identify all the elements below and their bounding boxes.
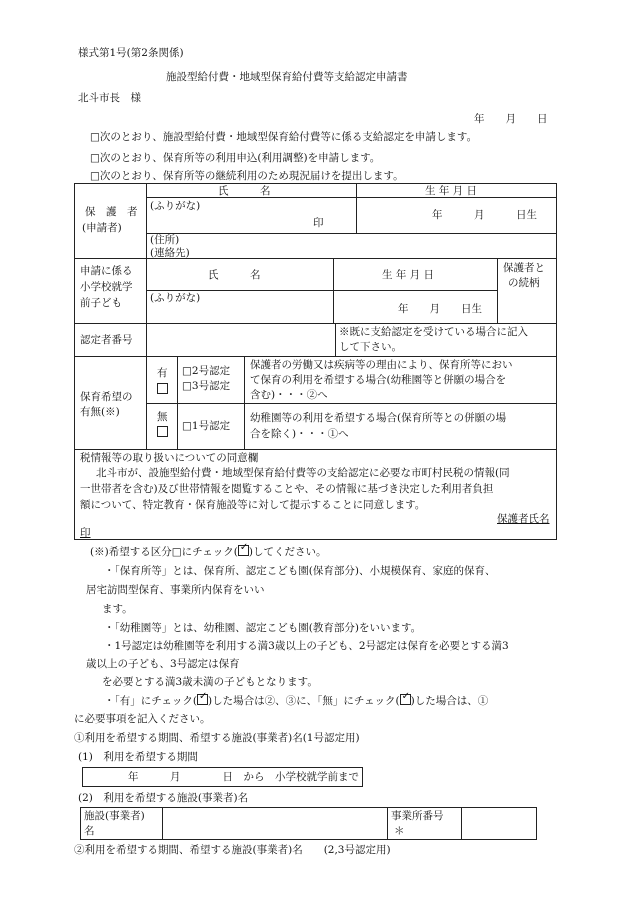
guardian-furigana[interactable]: (ふりがな) — [150, 200, 201, 212]
child-dob-header: 生 年 月 日 — [382, 269, 435, 281]
cert2-option[interactable]: □2号認定 — [182, 365, 231, 377]
preference-no-desc-1: 幼稚園等の利用を希望する場合(保育所等との併願の場 — [250, 412, 507, 424]
certificate-number-label: 認定者番号 — [80, 334, 133, 346]
form-title: 施設型給付費・地域型保育給付費等支給認定申請書 — [166, 71, 408, 83]
preference-yes-desc-3: 含む)・・・②へ — [250, 389, 328, 401]
section2-title: ②利用を希望する期間、希望する施設(事業者)名 (2,3号認定用) — [74, 844, 391, 856]
preference-yes-label: 有 — [157, 367, 168, 379]
facility-label-2: 名 — [84, 825, 95, 837]
guardian-address[interactable]: (住所) — [150, 234, 180, 246]
guardian-seal: 印 — [313, 217, 324, 229]
preference-no-label: 無 — [157, 411, 168, 423]
child-label-2: 小学校就学 — [80, 281, 133, 293]
note-yochien: ・「幼稚園等」とは、幼稚園、認定こども園(教育部分)をいいます。 — [104, 622, 422, 634]
preference-yes-desc-2: て保育の利用を希望する場合(幼稚園等と併願の場合を — [250, 374, 507, 386]
note-yes-no-1: ・「有」にチェック( ✓ )した場合は②、③に、「無」にチェック( ✓ )した場合は、① — [104, 691, 489, 707]
period-value: 年 月 日 から 小学校就学前まで — [128, 771, 359, 783]
tax-seal: 印 — [80, 527, 91, 539]
preference-yes-desc-1: 保護者の労働又は疾病等の理由により、保育所等におい — [250, 359, 513, 371]
note-cert-types-3: を必要とする満3歳未満の子どもとなります。 — [102, 676, 318, 688]
note-hoikusho-2: 居宅訪問型保育、事業所内保育をいい — [86, 584, 265, 596]
child-relation-header-1: 保護者と — [503, 262, 545, 274]
child-furigana[interactable]: (ふりがな) — [150, 292, 201, 304]
guardian-name-header: 氏 名 — [218, 185, 271, 197]
guardian-dob-header: 生 年 月 日 — [425, 185, 478, 197]
request-continuation[interactable]: □次のとおり、保育所等の継続利用のため現況届けを提出します。 — [90, 170, 404, 182]
guardian-signature[interactable]: 保護者氏名 — [497, 513, 550, 525]
child-relation-header-2: の続柄 — [508, 277, 540, 289]
form-number: 様式第1号(第2条関係) — [78, 47, 184, 59]
tax-consent-header: 税情報等の取り扱いについての同意欄 — [80, 452, 259, 464]
preference-no-desc-2: 合を除く)・・・①へ — [250, 428, 349, 440]
facility-name-input[interactable] — [166, 810, 384, 836]
child-dob-value[interactable]: 年 月 日生 — [398, 303, 482, 315]
guardian-label-sub: (申請者) — [82, 222, 122, 234]
request-certification[interactable]: □次のとおり、施設型給付費・地域型保育給付費等に係る支給認定を申請します。 — [90, 131, 478, 143]
preference-yes-checkbox[interactable] — [157, 383, 168, 394]
guardian-label: 保 護 者 — [85, 206, 138, 218]
preference-no-checkbox[interactable] — [157, 426, 168, 437]
cert1-option[interactable]: □1号認定 — [182, 420, 231, 432]
office-number-label-1: 事業所番号 — [391, 810, 444, 822]
facility-label-1: 施設(事業者) — [84, 810, 145, 822]
addressee: 北斗市長 様 — [78, 92, 141, 104]
note-hoikusho-3: ます。 — [102, 603, 133, 615]
child-label-3: 前子ども — [80, 297, 122, 309]
preference-label-1: 保育希望の — [80, 391, 133, 403]
section1-title: ①利用を希望する期間、希望する施設(事業者)名(1号認定用) — [74, 732, 360, 744]
date-line: 年 月 日 — [474, 113, 548, 125]
checked-box-icon: ✓ — [400, 694, 411, 705]
child-label-1: 申請に係る — [80, 265, 133, 277]
office-number-label-2: ＊ — [394, 825, 405, 837]
section1-sub1: (1) 利用を希望する期間 — [78, 751, 198, 763]
child-name-header: 氏 名 — [208, 269, 261, 281]
checked-box-icon: ✓ — [238, 545, 249, 556]
checked-box-icon: ✓ — [197, 694, 208, 705]
guardian-contact[interactable]: (連絡先) — [150, 247, 190, 259]
request-usage[interactable]: □次のとおり、保育所等の利用申込(利用調整)を申請します。 — [90, 152, 381, 164]
note-yes-no-2: に必要事項を記入ください。 — [74, 713, 211, 725]
note-check-instruction: (※)希望する区分□にチェック( ✓ )してください。 — [90, 542, 327, 558]
cert3-option[interactable]: □3号認定 — [182, 380, 231, 392]
note-hoikusho-1: ・「保育所等」とは、保育所、認定こども園(保育部分)、小規模保育、家庭的保育、 — [104, 565, 496, 577]
tax-consent-body-2: 一世帯者を含む)及び世帯情報を閲覧することや、その情報に基づき決定した利用者負担 — [80, 483, 494, 495]
certificate-note-2: して下さい。 — [339, 341, 402, 353]
certificate-note-1: ※既に支給認定を受けている場合に記入 — [339, 326, 528, 338]
note-cert-types-2: 歳以上の子ども、3号認定は保育 — [86, 658, 240, 670]
note-cert-types-1: ・1号認定は幼稚園等を利用する満3歳以上の子ども、2号認定は保育を必要とする満3 — [104, 640, 509, 652]
section1-sub2: (2) 利用を希望する施設(事業者)名 — [78, 792, 249, 804]
preference-label-2: 有無(※) — [80, 406, 120, 418]
tax-consent-body-1: 北斗市が、設施型給付費・地域型保育給付費等の支給認定に必要な市町村民税の情報(同 — [96, 467, 510, 479]
guardian-dob-value[interactable]: 年 月 日生 — [432, 209, 537, 221]
office-number-input[interactable] — [464, 810, 534, 836]
tax-consent-body-3: 額について、特定教育・保育施設等に対して提示することに同意します。 — [80, 499, 426, 511]
